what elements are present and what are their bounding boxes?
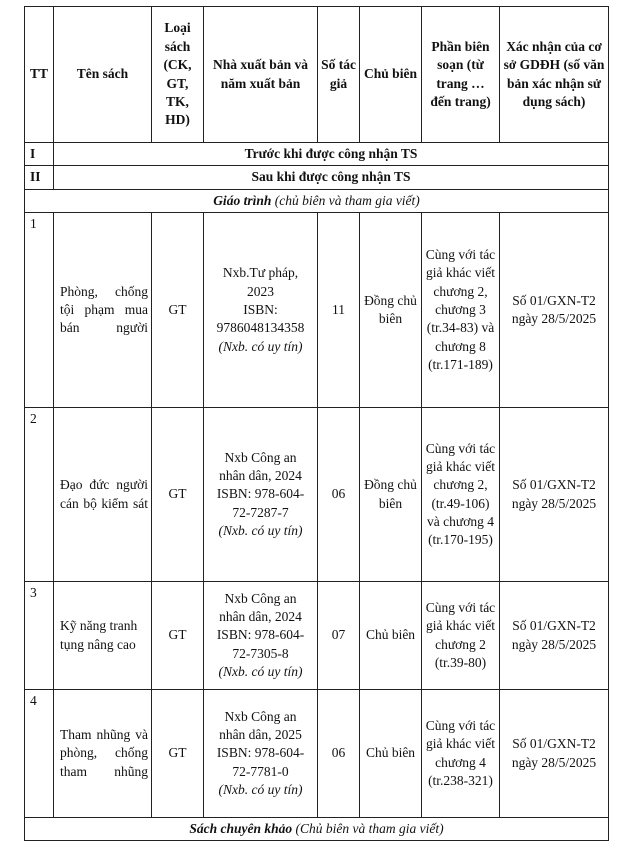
publisher-line: ISBN: 978-604- bbox=[216, 486, 305, 502]
confirmation: Số 01/GXN-T2 ngày 28/5/2025 bbox=[500, 582, 609, 690]
publisher-line: nhân dân, 2024 bbox=[219, 609, 302, 625]
header-ten-sach: Tên sách bbox=[54, 7, 152, 143]
table-row bbox=[25, 690, 609, 818]
publisher-line: Nxb Công an bbox=[224, 708, 297, 724]
group-title-note: (chủ biên và tham gia viết) bbox=[271, 192, 420, 208]
section-title: Trước khi được công nhận TS bbox=[54, 143, 609, 166]
editor-role: Đồng chủ biên bbox=[360, 408, 422, 582]
table-row bbox=[25, 408, 609, 582]
publisher-line: ISBN: 978-604- bbox=[216, 745, 305, 761]
header-nxb: Nhà xuất bản và năm xuất bản bbox=[204, 7, 318, 143]
header-phan-bien-soan: Phần biên soạn (từ trang … đến trang) bbox=[422, 7, 500, 143]
section-number: II bbox=[25, 166, 54, 189]
book-type: GT bbox=[152, 690, 204, 818]
publisher bbox=[204, 582, 318, 690]
group-title bbox=[25, 818, 609, 841]
confirmation: Số 01/GXN-T2 ngày 28/5/2025 bbox=[500, 408, 609, 582]
book-type: GT bbox=[152, 582, 204, 690]
publisher-note: (Nxb. có uy tín) bbox=[218, 338, 303, 354]
header-tt: TT bbox=[25, 7, 54, 143]
section-number: I bbox=[25, 143, 54, 166]
editor-role: Chủ biên bbox=[360, 582, 422, 690]
publisher-line: ISBN: bbox=[243, 301, 278, 317]
table-row bbox=[25, 582, 609, 690]
publication-table bbox=[24, 6, 609, 841]
written-part: Cùng với tác giả khác viết chương 4 (tr.238-321) bbox=[422, 690, 500, 818]
publisher-note: (Nxb. có uy tín) bbox=[218, 523, 303, 539]
book-type: GT bbox=[152, 408, 204, 582]
publisher-line: 72-7305-8 bbox=[232, 645, 289, 661]
editor-role: Chủ biên bbox=[360, 690, 422, 818]
publisher-line: Nxb.Tư pháp, bbox=[222, 265, 299, 281]
row-number: 3 bbox=[25, 582, 54, 690]
row-number: 4 bbox=[25, 690, 54, 818]
written-part: Cùng với tác giả khác viết chương 2 (tr.39-80) bbox=[422, 582, 500, 690]
author-count: 07 bbox=[318, 582, 360, 690]
editor-role: Đồng chủ biên bbox=[360, 213, 422, 408]
publisher-line: 72-7781-0 bbox=[232, 763, 289, 779]
book-title: Phòng, chống tội phạm mua bán người bbox=[54, 213, 152, 408]
confirmation: Số 01/GXN-T2 ngày 28/5/2025 bbox=[500, 690, 609, 818]
publisher-line: nhân dân, 2025 bbox=[219, 727, 302, 743]
publisher-line: Nxb Công an bbox=[224, 590, 297, 606]
publisher-line: 9786048134358 bbox=[216, 320, 305, 336]
publisher-line: Nxb Công an bbox=[224, 449, 297, 465]
publisher bbox=[204, 408, 318, 582]
written-part: Cùng với tác giả khác viết chương 2, (tr.49-106) và chương 4 (tr.170-195) bbox=[422, 408, 500, 582]
header-xac-nhan: Xác nhận của cơ sở GDĐH (số văn bản xác nhận sử dụng sách) bbox=[500, 7, 609, 143]
section-title: Sau khi được công nhận TS bbox=[54, 166, 609, 189]
header-chu-bien: Chủ biên bbox=[360, 7, 422, 143]
header-so-tac-gia: Số tác giả bbox=[318, 7, 360, 143]
author-count: 06 bbox=[318, 408, 360, 582]
header-loai-sach: Loại sách (CK, GT, TK, HD) bbox=[152, 7, 204, 143]
written-part: Cùng với tác giả khác viết chương 2, chương 3 (tr.34-83) và chương 8 (tr.171-189) bbox=[422, 213, 500, 408]
publisher-line: 72-7287-7 bbox=[232, 504, 289, 520]
group-title bbox=[25, 189, 609, 212]
publisher-line: nhân dân, 2024 bbox=[219, 468, 302, 484]
group-title-text: Sách chuyên khảo bbox=[189, 821, 293, 837]
book-type: GT bbox=[152, 213, 204, 408]
group-title-note: (Chủ biên và tham gia viết) bbox=[292, 821, 444, 837]
section-row-1 bbox=[25, 143, 609, 166]
group-title-text: Giáo trình bbox=[213, 192, 272, 208]
book-title: Đạo đức người cán bộ kiểm sát bbox=[54, 408, 152, 582]
author-count: 11 bbox=[318, 213, 360, 408]
publisher bbox=[204, 690, 318, 818]
header-row bbox=[25, 7, 609, 143]
publisher-line: ISBN: 978-604- bbox=[216, 627, 305, 643]
book-title: Kỹ năng tranh tụng nâng cao bbox=[54, 582, 152, 690]
section-row-2 bbox=[25, 166, 609, 189]
group-row-giao-trinh bbox=[25, 189, 609, 212]
table-row bbox=[25, 213, 609, 408]
row-number: 2 bbox=[25, 408, 54, 582]
publisher-note: (Nxb. có uy tín) bbox=[218, 664, 303, 680]
book-title: Tham nhũng và phòng, chống tham nhũng bbox=[54, 690, 152, 818]
publisher bbox=[204, 213, 318, 408]
author-count: 06 bbox=[318, 690, 360, 818]
row-number: 1 bbox=[25, 213, 54, 408]
publisher-line: 2023 bbox=[247, 283, 274, 299]
publisher-note: (Nxb. có uy tín) bbox=[218, 782, 303, 798]
group-row-chuyen-khao bbox=[25, 818, 609, 841]
confirmation: Số 01/GXN-T2 ngày 28/5/2025 bbox=[500, 213, 609, 408]
